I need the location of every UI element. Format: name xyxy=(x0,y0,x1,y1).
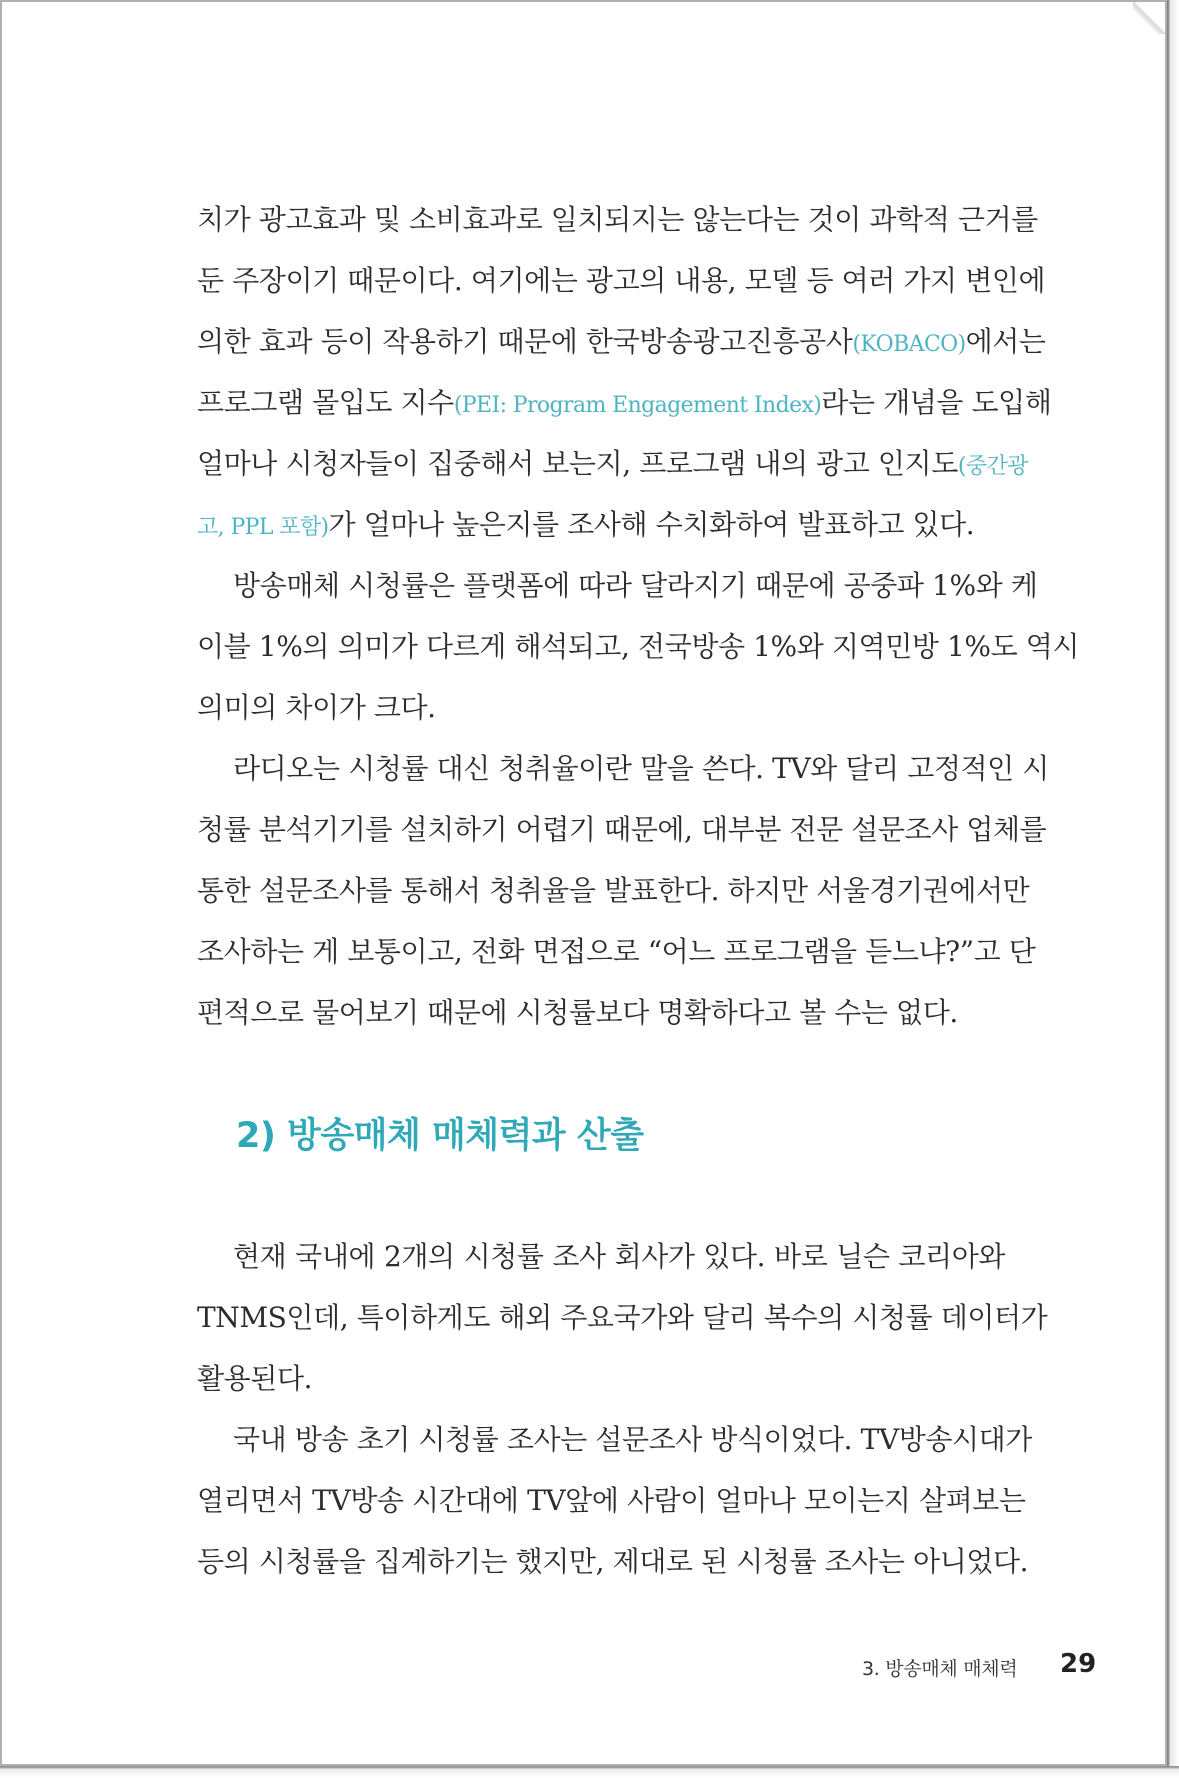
annotation: (PEI: Program Engagement Index) xyxy=(453,393,822,418)
paragraph-3 xyxy=(197,738,1049,1043)
text-line xyxy=(197,433,1028,494)
text-line: 편적으로 물어보기 때문에 시청률보다 명확하다고 볼 수는 없다. xyxy=(197,996,958,1029)
text-line: 치가 광고효과 및 소비효과로 일치되지는 않는다는 것이 과학적 근거를 xyxy=(197,203,1038,236)
section-heading: 2) 방송매체 매체력과 산출 xyxy=(236,1116,644,1156)
page-number: 29 xyxy=(1060,1649,1097,1679)
text-line: 방송매체 시청률은 플랫폼에 따라 달라지기 때문에 공중파 1%와 케 xyxy=(233,569,1038,602)
text-line: 국내 방송 초기 시청률 조사는 설문조사 방식이었다. TV방송시대가 xyxy=(233,1423,1032,1456)
text-line: 등의 시청률을 집계하기는 했지만, 제대로 된 시청률 조사는 아니었다. xyxy=(197,1545,1029,1578)
text-span: 가 얼마나 높은지를 조사해 수치화하여 발표하고 있다. xyxy=(328,508,975,541)
text-line: 라디오는 시청률 대신 청취율이란 말을 쓴다. TV와 달리 고정적인 시 xyxy=(233,752,1049,785)
paragraph-4 xyxy=(197,1226,1048,1409)
text-line: 이블 1%의 의미가 다르게 해석되고, 전국방송 1%와 지역민방 1%도 역시 xyxy=(197,630,1080,663)
text-line xyxy=(197,372,1052,433)
running-footer-chapter: 3. 방송매체 매체력 xyxy=(862,1658,1018,1680)
text-line xyxy=(197,494,1005,555)
text-span: 프로그램 몰입도 지수 xyxy=(197,386,454,419)
text-line: 청률 분석기기를 설치하기 어렵기 때문에, 대부분 전문 설문조사 업체를 xyxy=(197,813,1047,846)
paragraph-5 xyxy=(197,1409,1032,1592)
paragraph-1 xyxy=(197,189,1052,555)
text-line: 의미의 차이가 크다. xyxy=(197,691,436,724)
page-edge-shadow-right xyxy=(1167,0,1179,1778)
annotation: 고, PPL 포함) xyxy=(197,515,329,540)
text-line: 현재 국내에 2개의 시청률 조사 회사가 있다. 바로 닐슨 코리아와 xyxy=(233,1240,1005,1273)
text-line: TNMS인데, 특이하게도 해외 주요국가와 달리 복수의 시청률 데이터가 xyxy=(197,1301,1048,1334)
text-line xyxy=(197,311,1046,372)
text-span: 의한 효과 등이 작용하기 때문에 한국방송광고진흥공사 xyxy=(197,325,853,358)
text-line: 둔 주장이기 때문이다. 여기에는 광고의 내용, 모델 등 여러 가지 변인에 xyxy=(197,264,1046,297)
annotation: (KOBACO) xyxy=(852,332,966,357)
text-span: 라는 개념을 도입해 xyxy=(821,386,1052,419)
text-line: 활용된다. xyxy=(197,1362,313,1395)
text-span: 얼마나 시청자들이 집중해서 보는지, 프로그램 내의 광고 인지도 xyxy=(197,447,958,480)
page-edge-shadow-bottom xyxy=(0,1766,1179,1778)
text-line: 통한 설문조사를 통해서 청취율을 발표한다. 하지만 서울경기권에서만 xyxy=(197,874,1030,907)
paragraph-2 xyxy=(197,555,1080,738)
annotation: (중간광 xyxy=(957,454,1028,479)
page-corner-fold xyxy=(1133,2,1165,34)
text-line: 열리면서 TV방송 시간대에 TV앞에 사람이 얼마나 모이는지 살펴보는 xyxy=(197,1484,1026,1517)
text-line: 조사하는 게 보통이고, 전화 면접으로 “어느 프로그램을 듣느냐?”고 단 xyxy=(197,935,1036,968)
text-span: 에서는 xyxy=(965,325,1046,358)
